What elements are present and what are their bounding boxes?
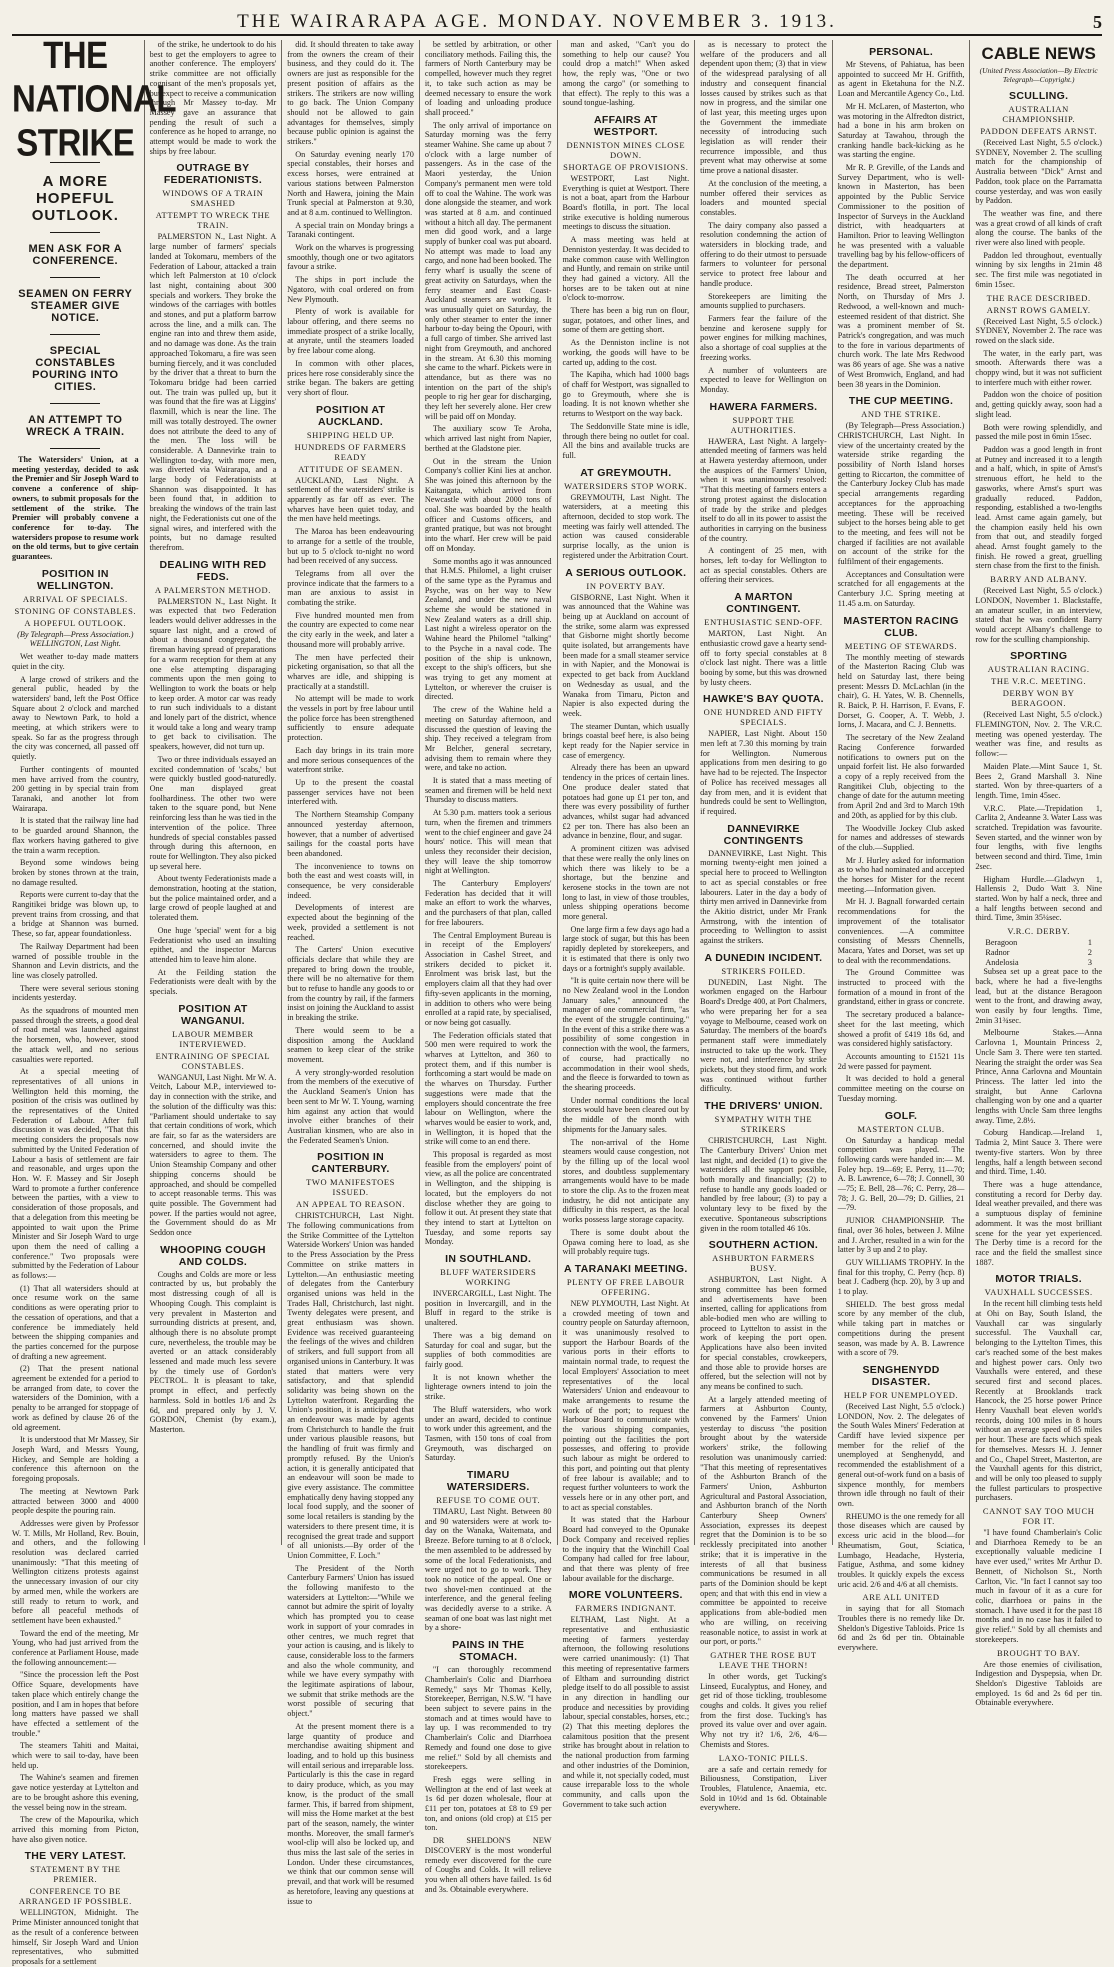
derby-result-row [975, 958, 1102, 968]
derby-horse: Andelosia [985, 957, 1019, 967]
subheading: VAUXHALL SUCCESSES. [984, 1287, 1093, 1298]
article-paragraph: There was a huge attendance, constituting a record for Derby day. Ideal weather prevailed, and there was a sumptuous display of feminine adornment. It was the most brilliant scene for the year yet experienced. The Derby time is a record for the race and the field the smallest since 1887. [975, 1179, 1102, 1267]
article-paragraph: of the strike, he undertook to do his best to get the employers to agree to another conference. The employers' strike committee are not officially cognisant of the men's proposals yet, but expect to receive a communication through Mr Massey to-day. Mr Massey gave an assurance that pending the result of such a conference as he hoped to arrange, no attempt would be made to work the ships by free labour. [149, 40, 277, 156]
article-paragraph: (2) That the present national agreement be extended for a period to be arranged from date, to cover the watersiders of the Dominion, with a penalty to be arranged for stoppage of work as defined by clause 26 of the old agreement. [12, 1364, 139, 1432]
article-paragraph: be settled by arbitration, or other conciliatory methods. Failing this, the farmers of North Canterbury may be compelled, however much they regret it, to take such action as may be deemed necessary to ensure the work of loading and unloading produce shall proceed." [424, 40, 552, 117]
column-4 [419, 40, 557, 1894]
subheading: ONE HUNDRED AND FIFTY SPECIALS. [703, 707, 824, 728]
article-paragraph: A prominent citizen was advised that these were really the only lines on which there was likely to be a shortage, but the benzine and kerosene stocks in the town are not long to last, in view of those troubles, unless shipping operations become more general. [562, 844, 690, 922]
article-paragraph: The secretary produced a balance-sheet for the last meeting, which showed a profit of £419 18s 6d, and was considered highly satisfactory. [837, 1010, 965, 1049]
subheading: AN APPEAL TO REASON. [295, 1199, 406, 1210]
article-paragraph: (Received Last Night, 5.5 o'clock.) LONDON, Nov. 2. The delegates of the South Wales Miners' Federation at Cardiff have levied sixpence per member for the relief of the unemployed at Senghenydd, and recommended the establishment of a general out-of-work fund on a basis of sixpence monthly, for members thrown idle through no fault of their own. [837, 1401, 965, 1508]
article-paragraph: There were several serious stoning incidents yesterday. [12, 983, 139, 1003]
article-paragraph: Up to the present the coastal passenger services have not been interfered with. [287, 778, 414, 807]
article-paragraph: There has been a big run on flour, sugar, potatoes, and other lines, and some of them are getting short. [562, 306, 690, 335]
article-paragraph: On Saturday evening nearly 170 special constables, their horses and excess horses, were entrained at various stations between Palmerston North and Hawera, joining the Main Trunk special at Palmerston at 9.30, and at 8 a.m. continued to Wellington. [287, 149, 414, 217]
divider [50, 448, 100, 449]
section-heading: HAWKE'S BAY QUOTA. [702, 693, 824, 706]
section-heading: THE DRIVERS' UNION. [704, 1100, 823, 1113]
section-heading: SENGHENYDD DISASTER. [862, 1363, 940, 1388]
subheading: TWO MANIFESTOES ISSUED. [306, 1177, 395, 1198]
article-paragraph: DANNEVIRKE, Last Night. This morning twenty-eight men joined a special here to proceed to Wellington to act as special constables or free labourers. Later in the day a body of thirty men arrived in Dannevirke from the Akitio district, under Mr Frank Armstrong, with the intention of proceeding to Wellington to assist against the strikers. [700, 848, 827, 946]
subheading: THE RACE DESCRIBED. [986, 292, 1091, 303]
subheading: SHIPPING HELD UP. [306, 429, 395, 440]
derby-result-row [975, 948, 1102, 958]
article-paragraph: The Seddonville State mine is idle, through there being no outlet for coal. All the bins and available trucks are full. [562, 421, 690, 460]
article-paragraph: NAPIER, Last Night. About 150 men left at 7.30 this morning by train for Wellington. Numerous applications from men desiring to go have had to be rejected. The Inspector of Police has received messages all day from men, and it is evident that hundreds could be sent to Wellington, if required. [700, 729, 827, 816]
subheading: HUNDREDS OF FARMERS READY [294, 441, 407, 462]
article-paragraph: NEW PLYMOUTH, Last Night. At a crowded meeting of town and country people on Saturday afternoon, it was unanimously resolved to support the Harbour Boards of the various ports in their efforts to maintain normal trade, to request the local Employers' Association to meet representatives of the local Watersiders' Union and endeavour to make arrangements to resume the work of the port; to request the Harbour Board to communicate with the various shipping companies, pointing out the facilities the port possesses, and offering to provide such labour as might be ordered to this port, and pointing out that plenty of free labour is available; and to request further volunteers to work the vessels here or in any other port, and to act as special constables. [562, 1298, 690, 1512]
section-heading: PERSONAL. [869, 46, 934, 58]
section-heading: DANNEVIRKE CONTINGENTS [723, 822, 804, 847]
section-heading: MASTERTON RACING CLUB. [843, 614, 959, 639]
article-paragraph: ELTHAM, Last Night. At a representative and enthusiastic meeting of farmers yesterday afternoon, the following resolutions were carried unanimously: (1) That this meeting of representative farmers of Eltham and surrounding district pledge itself to do all possible to assist in any direction in handling our produce and necessities by providing labour, special constables, horses, etc.; (2) That this meeting deplores the calamitous position that the present strike has brought about in relation to the national production from farming and other industries of the Dominion, and while it, not specially coded, must cause irreparable loss to the whole community, and calls upon the Government to take such action [562, 1615, 690, 1809]
article-paragraph: Paddon won the choice of position and, getting quickly away, soon had a slight lead. [975, 390, 1102, 419]
article-paragraph: It is understood that Mr Massey, Sir Joseph Ward, and Messrs Young, Hickey, and Semple are holding a conference this afternoon on the foregoing proposals. [12, 1435, 139, 1484]
deck-headline: SEAMEN ON FERRY STEAMER GIVE NOTICE. [18, 288, 133, 324]
article-paragraph: Wet weather to-day made matters quiet in the city. [12, 652, 139, 671]
article-paragraph: man and asked, "Can't you do something to help our cause? You could drop a match!" When asked how, the reply was, "One or two among the cargo" (or something to that effect). The reply to this was a sound tongue-lashing. [562, 40, 690, 108]
subheading: ENTHUSIASTIC SEND-OFF. [704, 617, 823, 628]
article-paragraph: Telegrams from all over the province indicate that the farmers to a man are anxious to assist in combating the strike. [287, 568, 414, 608]
article-paragraph: (Received Last Night, 5.5 o'clock.) SYDNEY, November 2. The sculling match for the championship of Australia between "Dick" Arnst and Paddon, took place on the Parramatta course yesterday, and was won easily by Paddon. [975, 138, 1102, 206]
article-paragraph: The Woodville Jockey Club asked for names and addresses of stewards of the club.—Supplied. [837, 823, 965, 852]
section-heading: THE VERY LATEST. [24, 1850, 127, 1863]
derby-horse: Beragoon [985, 938, 1018, 948]
article-paragraph: It is not known whether the lighterage owners intend to join the strike. [424, 1372, 552, 1402]
column-7 [832, 40, 970, 1653]
article-paragraph: Five hundred mounted men from the country are expected to come near the city early in the week, and later a thousand more will probably arrive. [287, 610, 414, 649]
column-8 [969, 40, 1102, 1708]
section-heading: POSITION AT AUCKLAND. [315, 403, 386, 428]
article-paragraph: The only arrival of importance on Saturday morning was the ferry steamer Wahine. She came up about 7 o'clock with a large number of passengers. As in the case of the Maori yesterday, the Union Company's permanent men were told off to coal the Wahine. The work was done alongside the steamer, and work was started at 8 a.m. and continued without a hitch all day. The permanent men did good work, and a large supply of bunker coal was put aboard. No attempt was made to load any cargo, and none had been booked. The ferry wharf is usually the scene of great activity on Saturdays, when the ferry steamer and East Coast-Auckland steamers are working. It was unusually quiet on Saturday, the only other steamer to enter the inner harbour to-day being the Opouri, with a full cargo of timber. She arrived last night from Greymouth, and anchored in the stream. At 6.30 this morning she came to the wharf. Pickets were in attendance, but as there was no intention on the part of the ship's people to rig her gear for discharging, they left her severely alone. Her crew will be paid off on Monday. [424, 120, 552, 421]
article-paragraph: On Saturday a handicap medal competition was played. The following cards were handed in:— M. Foley hcp. 19—69; E. Perry, 11—70; A. B. Lawrence, 6—78; J. Connell, 30—75; E. Bell, 28—76; C. Perry, 28—78; J. G. Bell, 20—79; D. Gillies, 21—79. [837, 1135, 965, 1213]
article-paragraph: The monthly meeting of stewards of the Masterton Racing Club was held on Saturday last, there being present: Messrs D. McLachlan (in the chair), G. H. Yates, W. B. Chennells, R. Baick, P. H. Harrison, F. Evans, F. Dorset, G. Cooper, A. T. Webb, J. Iorns, J. Macara, and C. J. Bennetts. [837, 652, 965, 730]
derby-horse: Radnor [985, 947, 1010, 957]
section-heading: A TARANAKI MEETING. [564, 1262, 688, 1275]
article-paragraph: There is some doubt about the Opawa coming here to load, as she will probably require tugs. [562, 1227, 690, 1257]
article-paragraph: As the Denniston incline is not working, the goods will have to be carted up, adding to the cost. [562, 338, 690, 367]
article-paragraph: "It is quite certain now there will be no New Zealand wool in the London January sales," announced the manager of one commercial firm, "as the event of the struggle continuing." In the event of this a strike there was a possibility of some congestion in connection with the wool, the farmers, of course, had practically no accommodation in their wool sheds, and the fleece is forwarded to town as the shearing proceeds. [562, 976, 690, 1092]
column-1 [12, 33, 177, 1966]
subheading: STRIKERS FOILED. [721, 965, 806, 976]
article-paragraph: Mr H. McLaren, of Masterton, who was motoring in the Alfredton district, had a bone in his arm broken on Saturday at Tawahou, through the cranking handle back-kicking as he was starting the engine. [837, 101, 965, 160]
article-paragraph: WELLINGTON, Midnight. The Prime Minister announced tonight that as the result of a conference between himself, Sir Joseph Ward and Union representatives, who submitted proposals for a settlement [12, 1908, 139, 1966]
subheading: BLUFF WATERSIDERS WORKING [440, 1267, 537, 1288]
column-3 [281, 40, 419, 1906]
article-paragraph: Melbourne Stakes.—Anna Carlovna 1, Mountain Princess 2, Uncle Sam 3. There were ten started. Nearing the straight the order was Sea Prince, Anna Carlovna and Mountain Princess. The latter led into the straight, but Anne Carlovna challenging won by one and a quarter lengths with Uncle Sam three lengths away. Time, 2.8½. [975, 1028, 1102, 1125]
subheading: THE V.R.C. MEETING. [991, 676, 1087, 687]
article-paragraph: Already there has been an upward tendency in the prices of certain lines. One produce dealer stated that potatoes had gone up £1 per ton, and there was every possibility of further advances, whilst sugar had advanced £2 per ton. There has also been an advance in benzine, flour, and sugar. [562, 763, 690, 841]
article-paragraph: Accounts amounting to £1521 11s 2d were passed for payment. [837, 1051, 965, 1071]
article-paragraph: Fresh eggs were selling in Wellington at the end of last week at 1s 6d per dozen wholesale, flour at £11 per ton, potatoes at £8 to £9 per ton, and onions (old crop) at £15 per ton. [424, 1774, 552, 1833]
section-heading: THE CUP MEETING. [848, 395, 954, 408]
article-paragraph: At the present moment there is a large quantity of produce and merchandise awaiting shipment and loading, and to hold up this business will entail serious and irreparable loss. Particularly is this the case in regard to dairy produce, which, as you may know, is the product of the small farmer. This, if barred from shipment, will miss the Home market at the best part of the season, namely, the winter months. Moreover, the small farmer's wool-clip will also be locked up, and thus miss the last sale of the series in London. Under these circumstances, we think that our common sense will prevail, and that work will be resumed as heretofore, leaving any questions at issue to [287, 1721, 414, 1906]
article-paragraph: Paddon was a good length in front at Putney and increased it to a length and a half, which, in spite of Arnst's strenuous effort, he held to the gasworks, where Arnst's spurt was gradually reduced. Paddon, responding, established a two-lengths lead. Arnst came again gamely, but the champion easily held his own from that out, and steadily forged ahead. Arnst fought gamely to the finish. He rowed a great, gruelling stern chase from the first to the finish. [975, 444, 1102, 571]
article-paragraph: "Since the procession left the Post Office Square, developments have taken place which entirely change the position, and I am in hopes that before long matters have passed we shall have effected a settlement of the trouble." [12, 1670, 139, 1738]
article-paragraph: Mr J. Hurley asked for information as to who had nominated and accepted the horses for Mister for the recent meeting.—Information given. [837, 855, 965, 894]
article-paragraph: The men have perfected their picketing organisation, so that all the wharves are idle, and shipping is practically at a standstill. [287, 652, 414, 691]
article-paragraph: The weather was fine, and there was a great crowd of all kinds of craft along the course. The banks of the river were also lined with people. [975, 208, 1102, 248]
deck-headline: MEN ASK FOR A CONFERENCE. [28, 243, 123, 267]
advertisement-heading: GATHER THE ROSE BUT LEAVE THE THORN! [710, 1649, 817, 1670]
article-paragraph: At 5.30 p.m. matters took a serious turn, when the firemen and trimmers went to the chief engineer and gave 24 hours' notice. This will mean that unless they reconsider their decision, they will leave the ship tomorrow night at Wellington. [424, 808, 552, 876]
article-paragraph: The non-arrival of the Home steamers would cause congestion, not by the filling up of the local wool stores, and doubtless supplementary arrangements would have to be made to store the clip. As to the frozen meat industry, he did not anticipate any difficulty in this respect, as the local works possess large storage capacity. [562, 1137, 690, 1225]
byline: (By Telegraph—Press Association.) WELLINGTON, Last Night. [17, 629, 134, 649]
column-6 [694, 40, 832, 1813]
article-paragraph: A special train on Monday brings a Taranaki contingent. [287, 220, 414, 240]
article-paragraph: Higham Hurdle.—Gladwyn 1, Hallensis 2, Dudo Watt 3. Nine started. Won by half a neck, three and a half lengths between second and third. Time, 3min 35¼sec. [975, 874, 1102, 923]
article-paragraph: Storekeepers are limiting the amounts supplied to purchasers. [700, 291, 827, 311]
section-heading: POSITION IN CANTERBURY. [311, 1151, 390, 1176]
subheading: PLENTY OF FREE LABOUR OFFERING. [566, 1276, 685, 1297]
article-paragraph: The steamer Duntan, which usually brings coastal beef here, is also being kept ready for the Napier service in case of emergency. [562, 721, 690, 760]
article-paragraph: Further contingents of mounted men have arrived from the country, 200 getting in by special train from Taranaki, and another lot from Wairarapa. [12, 764, 139, 813]
article-paragraph: It is stated that the railway line had to be guarded around Shannon, the flax workers having gathered to give the train a warm reception. [12, 816, 139, 855]
article-paragraph: GREYMOUTH, Last Night. The watersiders, at a meeting this afternoon, decided to stop work. The meeting was fairly well attended. The action was caused considerable surprise locally, as the union is registered under the Arbitration Court. [562, 492, 690, 560]
article-paragraph: Addresses were given by Professor W. T. Mills, Mr Holland, Rev. Bouin, and others, and the following resolution was declared carried unanimously: "That this meeting of Wellington citizens protests against the unnecessary invasion of our city by armed men, while the workers are still ready to return to work, and before all peaceful methods of settlement have been exhausted." [12, 1518, 139, 1625]
derby-result-table [975, 938, 1102, 967]
advertisement-text: "I have found Chamberlain's Colic and Diarrhoea Remedy to be an exceptionally valuable medicine I have ever used," writes Mr Arthur D. Bennett, of Nicholson St., North Carlton, Vic. "In fact I cannot say too much in favour of it as a cure for colic, diarrhoea or pains in the stomach. I have used it for the past 18 months and in no case has it failed to give relief." Sold by all chemists and storekeepers. [975, 1528, 1102, 1644]
article-paragraph: AUCKLAND, Last Night. A settlement of the watersiders' strike is apparently as far off as ever. The wharves have been quiet today, and the men have held meetings. [287, 475, 414, 524]
article-paragraph: PALMERSTON N., Last Night. It was expected that two Federation leaders would deliver addresses in the square last night, and a crowd of about a thousand congregated, the fireman having spread of preparations for a warm reception for them at any one else attempting disparaging comments upon the men going to Wellington to work the boats or help to keep order. A motor car was ready to run such individuals to a distant and lonely part of the district, whence it would take a long and weary tramp to get back to civilisation. The speakers, however, did not turn up. [149, 596, 277, 752]
section-heading: DEALING WITH RED FEDS. [159, 558, 267, 583]
article-paragraph: INVERCARGILL, Last Night. The position in Invercargill, and in the Bluff in regard to the strike is unaltered. [424, 1289, 552, 1328]
article-paragraph: Toward the end of the meeting, Mr Young, who had just arrived from the conference at Parliament House, made the following announcement:— [12, 1628, 139, 1667]
main-headline: THE NATIONAL STRIKE [12, 33, 177, 164]
article-paragraph: (Received Last Night, 5.5 o'clock.) LONDON, November 1. Blackstaffe, an amateur sculler, in an interview, stated that he was confident Barry would accept Albany's challenge to row for the sculling championship. [975, 586, 1102, 644]
subheading: AND THE STRIKE. [861, 409, 942, 420]
article-paragraph: Acceptances and Consultation were scratched for all engagements at the Canterbury J.C. Spring meeting at 11.45 a.m. on Saturday. [837, 569, 965, 608]
article-paragraph: Farmers fear the failure of the benzine and kerosene supply for power engines for milking machines, also a shortage of coal supplies at the freezing works. [700, 313, 827, 362]
article-paragraph: A contingent of 25 men, with horses, left to-day for Wellington to act as special constables. Others are offering their services. [700, 546, 827, 585]
divider [50, 334, 100, 335]
article-paragraph: At a special meeting of representatives of all unions in Wellington held this morning, the position of the crisis was outlined by the representatives of the United Federation of Labour. After full discussion it was decided, "That this meeting considers the proposals now submitted by the United Federation of Labour a basis of settlement are fair and reasonable, and urges upon the Hon. W. F. Massey and Sir Joseph Ward to promote a further conference between the parties, with a view to consideration of those proposals, and that a delegation from this meeting be appointed to wait upon the Prime Minister and Sir Joseph Ward to urge upon them the need of calling a conference." Two proposals were submitted by the Federation of Labour as follows:— [12, 1067, 139, 1281]
article-paragraph: The auxiliary scow Te Aroha, which arrived last night from Napier, berthed at the Gladstone pier. [424, 424, 552, 453]
article-paragraph: The Ground Committee was instructed to proceed with the formation of a mound in front of the grandstand, either in grass or concrete. [837, 968, 965, 1007]
article-paragraph: DUNEDIN, Last Night. The workmen engaged on the Harbour Board's Dredge 400, at Port Chalmers, who were preparing her for a sea voyage to Melbourne, ceased work on Saturday. The members of the board's permanent staff were immediately instructed to take up the work. They were not, and interference by strike pickets, but they stood firm, and work was continued without further difficulty. [700, 977, 827, 1094]
article-paragraph: As the squadrons of mounted men passed through the streets, a good deal of road metal was launched against the horsemen, who, however, stood the attack well, and no serious casualties were reported. [12, 1006, 139, 1064]
section-heading: TIMARU WATERSIDERS. [446, 1469, 530, 1494]
subheading: V.R.C. DERBY. [1007, 926, 1070, 937]
article-paragraph: (By Telegraph—Press Association.) CHRISTCHURCH, Last Night. In view of the uncertainty created by the waterside strike regarding the possibility of North Island horses getting to Riccarton, the committee of the Canterbury Jockey Club has made special arrangements regarding acceptances for the approaching meeting. These will be received subject to the horses being able to get to the meeting, and fees will not be charged if facilities are not available on account of the strike for the fulfilment of their engagements. [837, 421, 965, 567]
deck-headline: AN ATTEMPT TO WRECK A TRAIN. [26, 414, 125, 438]
subheading: STATEMENT BY THE PREMIER. [30, 1864, 121, 1885]
article-paragraph: CHRISTCHURCH, Last Night. The following communications from the Strike Committee of the Lyttelton Waterside Workers' Union was handed to the Press Association by the Press Committee on strike matters in Lyttelton.—An enthusiastic meeting of delegates from the Canterbury organised unions was held in the Trades Hall, Christchurch, last night. Twenty delegates were present, and great enthusiasm was shown. Evidence was received guaranteeing the feelings of the wives and children of strikers, and full support from all organised unions in Canterbury. It was stated that matters were very satisfactory, and that splendid solidarity was being shown on the Lyttelton waterfront. Regarding the Union's position, it is anticipated that an endeavour was made by agents from Christchurch to handle the fruit under various plausible reasons, but the handling of fruit was firmly and promptly refused. By the Union's action, it is generally anticipated that an endeavour will soon be made to give every assistance. The committee emphatically deny having stopped any local food supply, and the sooner of some local retailers is standing by the watersiders to there present time, it is recognised the great trade and support of all unionists.—By order of the Union Committee, F. Loch." [287, 1211, 414, 1560]
article-paragraph: TIMARU, Last Night. Between 80 and 90 watersiders were at work to-day on the Wanaka, Waitemata, and Breeze. Before turning to at 8 o'clock, the men assembled to be addressed by some of the local Federationists, and were urged not to go to work. They took no notice of the appeal. One or two shovel-men continued at the interference, and the general feeling was decidedly averse to a strike. A seaman of one boat was last night met by a shore- [424, 1507, 552, 1633]
article-paragraph: Out in the stream the Union Company's collier Kini lies at anchor. She was joined this afternoon by the Kaitangata, which arrived from Newcastle with about 2000 tons of coal. She was boarded by the health officer and Customs officers, and granted pratique, but was not brought into the wharf. Her crew will be paid off on Monday. [424, 456, 552, 553]
article-paragraph: JUNIOR CHAMPIONSHIP. The final, over 36 holes, between J. Milne and J. Archer, resulted in a win for the latter by 3 up and 2 to play. [837, 1216, 965, 1255]
article-paragraph: A very strongly-worded resolution from the members of the executive of the Auckland Seamen's Union has been sent to Mr W. T. Young, warning him against any action that would involve either branches of their Australian kinsmen, who are also in the Federated Seamen's Union. [287, 1067, 414, 1145]
advertisement-text: DR SHELDON'S NEW DISCOVERY is the most wonderful remedy ever discovered for the cure of Coughs and Colds. It will relieve you when all others have failed. 1s 6d and 3s. Obtainable everywhere. [424, 1836, 552, 1894]
article-paragraph: At the Feilding station the Federationists were dealt with by the specials. [149, 967, 277, 997]
section-heading: SOUTHERN ACTION. [708, 1239, 819, 1252]
column-2 [144, 40, 282, 1545]
article-paragraph: Each day brings in its train more and more serious consequences of the waterfront strike. [287, 745, 414, 775]
section-heading: SCULLING. [1009, 90, 1069, 102]
subheading: SUPPORT THE AUTHORITIES. [730, 414, 797, 435]
columns [12, 33, 1102, 1966]
article-paragraph: Two or three individuals essayed an excited condemnation of 'scabs,' but were quickly bustled good-naturedly. One man displayed great foolhardiness. The other two were taken to the square pond, but Nene reinforcing less than he was tied in the intervention of the police. Three hundreds of special constables passed through during this afternoon, en route for Wellington. They also picked up several here. [149, 754, 277, 871]
section-heading: OUTRAGE BY FEDERATIONISTS. [163, 162, 263, 187]
subheading: LABOUR MEMBER INTERVIEWED. [172, 1028, 254, 1049]
section-heading: POSITION IN WELLINGTON. [37, 567, 114, 592]
subheading: A PALMERSTON METHOD. [154, 584, 272, 595]
section-heading: AT GREYMOUTH. [580, 466, 672, 479]
article-paragraph: About twenty Federationists made a demonstration, hooting at the station, but the police maintained order, and a large crowd of people laughed at and tolerated them. [149, 874, 277, 923]
derby-place: 3 [1087, 957, 1092, 967]
subheading: HELP FOR UNEMPLOYED. [843, 1389, 959, 1400]
divider [50, 277, 100, 278]
advertisement-text: In other words, get Tucking's Linseed, Eucalyptus, and Honey, and get rid of those tickling, troublesome coughs and colds. It gives you relief from the first dose. Tucking's has proved its value over and over again. Why not try it? 1/6, 2/6, 4/6—Chemists and Stores. [700, 1671, 827, 1749]
article-paragraph: (Received Last Night, 5.5 o'clock.) FLEMINGTON, Nov. 2. The V.R.C. meeting was opened yesterday. The weather was fine, and results as follow:— [975, 710, 1102, 759]
article-paragraph: HAWERA, Last Night. A largely-attended meeting of farmers was held at Hawera yesterday afternoon, under the auspices of the Farmers' Union, when it was unanimously resolved: "That this meeting of farmers enters a strong protest against the dislocation of trade by the strike and pledges itself to do all in its power to assist the authorities in carrying on the business of the country. [700, 436, 827, 543]
section-heading: POSITION AT WANGANUI. [178, 1002, 248, 1027]
subheading: WINDOWS OF A TRAIN SMASHED [162, 188, 264, 209]
article-paragraph: One large firm a few days ago had a large stock of sugar, but this has been rapidly depleted by storekeepers, and it is estimated that there is only two days or a fortnight's supply available. [562, 924, 690, 973]
article-paragraph: Coburg Handicap.—Ireland 1, Tadmia 2, Mint Sauce 3. There were twenty-five starters. Won by three lengths, half a length between second and third. Time, 1.40. [975, 1128, 1102, 1177]
article-paragraph: The meeting at Newtown Park attracted between 3000 and 4000 people despite the pouring rain. [12, 1486, 139, 1516]
subheading: ATTEMPT TO WRECK THE TRAIN. [155, 210, 271, 231]
advertisement-heading: LAXO-TONIC PILLS. [718, 1752, 809, 1763]
section-heading: MORE VOLUNTEERS. [568, 1589, 683, 1602]
subheading: DENNISTON MINES CLOSE DOWN. [566, 139, 686, 160]
section-heading: GOLF. [884, 1109, 918, 1122]
subheading: CONFERENCE TO BE ARRANGED IF POSSIBLE. [18, 1886, 132, 1907]
article-paragraph: (Received Last Night, 5.5 o'clock.) SYDNEY, November 2. The race was rowed on the slack side. [975, 316, 1102, 345]
article-paragraph: One huge 'special' went for a big Federationist who used an insulting epithet, and the inspector Marcus attended him to leave him alone. [149, 925, 277, 964]
article-paragraph: The Railway Department had been warned of possible trouble in the Shannon and Levin districts, and the line was closely patrolled. [12, 941, 139, 980]
advertisement-text: Coughs and Colds are more or less contracted by us, but probably the most distressing cough of all is Whooping Cough. This complaint is very prevalent in Masterton and surrounding districts at present, and, although there is no absolute prompt cure, nevertheless, the trouble may be averted or an attack considerably lessened and made much less severe by the timely use of Gordon's PECTROL. It is pleasant to take, prompt in effect, and perfectly harmless. Sold in bottles 1/6 and 2s 6d, and prepared only by J. V. GORDON, Chemist (by exam.), Masterton. [149, 1269, 277, 1434]
page-number: 5 [1093, 11, 1102, 32]
subheading: WATERSIDERS STOP WORK. [564, 480, 688, 491]
article-paragraph: WESTPORT, Last Night. Everything is quiet at Westport. There is not a boat, apart from the Harbour Board's flotilla, in port. The local strike executive is holding numerous meetings to discuss the situation. [562, 173, 690, 232]
derby-place: 2 [1087, 947, 1092, 957]
subheading: FARMERS INDIGNANT. [575, 1603, 677, 1614]
article-paragraph: GISBORNE, Last Night. When it was announced that the Wahine was being up at Auckland on account of the strike, some alarm was expressed that Gisborne might shortly become quite isolated, but arrangements have been made for a small steamer service in with Napier, and the Monowai is expected to get back from Auckland on Wednesday as usual, and the Wanaka from Timaru, Picton and Napier is also expected during the week. [562, 592, 690, 718]
section-heading: PAINS IN THE STOMACH. [452, 1639, 525, 1664]
section-heading: A DUNEDIN INCIDENT. [704, 951, 823, 964]
article-paragraph: The steamers Tahiti and Maitai, which were to sail to-day, have been held up. [12, 1741, 139, 1770]
article-paragraph: There was a big demand on Saturday for coal and sugar, but the supplies of both commodities are fairly good. [424, 1330, 552, 1369]
article-paragraph: The ships in port include the Ngatoro, with coal ordered on from New Plymouth. [287, 275, 414, 304]
divider [50, 403, 100, 404]
article-paragraph: Paddon led throughout, eventually winning by six lengths in 21min 48 sec. The first mile was negotiated in 6min 15sec. [975, 250, 1102, 289]
article-paragraph: This proposal is regarded as most feasible from the employers' point of view, as all the police are concentrated in Wellington, and the shipping is located, but the employers do not disclose whether they are going to follow it out. At present they state that they intend to start at Lyttelton on Tuesday, and some reports say Monday. [424, 1150, 552, 1247]
article-paragraph: V.R.C. Plate.—Trepidation 1, Carlita 2, Andeanne 3. Water Lass was scratched. Trepidation was favourite. Seven started, and the winner won by four lengths, with five lengths between second and third. Time, 1min 2sec. [975, 803, 1102, 871]
article-paragraph: PALMERSTON N., Last Night. A large number of farmers' specials landed at Tokomaru, members of the Federation of Labour, attacked a train which left Palmerston at 10 o'clock last night, containing about 300 specials and workers. They broke the windows of the carriages with bottles and stones, and put a platform barrow across the line, and a milk can. The engine ran into and threw them aside, and no damage was done. As the train approached Tokomaru, a fire was seen burning fiercely, and it was concluded by the driver that a threat to burn the Tokomaru bridge had been carried out. The train was pulled up, but it was found that the fire was at Liggins' flaxmill, which is near the line. The mill was totally destroyed. The owner does not attribute the deed to any of the men. The loss will be considerable. A Dannevirke train to Wellington to-day, with more men, was diverted via Wairarapa, and a large body of Federationists at Shannon was disappointed. It has been found that, in addition to breaking the windows of the train last night, the Federationists cut one of the signal wires, and interfered with the points, but no damage resulted therefrom. [149, 232, 277, 552]
article-paragraph: Plenty of work is available for labour offering, and there seems no immediate prospect of a strike locally, at anyrate, until the steamers loaded by free labour come along. [287, 307, 414, 356]
advertisement-text: are a safe and certain remedy for Biliousness, Constipation, Liver Troubles, Flatulence, Anaemia, etc. Sold in 10½d and 1s 6d. Obtainable everywhere. [700, 1764, 827, 1813]
subheading: ATTITUDE OF SEAMEN. [298, 463, 403, 474]
section-heading: WHOOPING COUGH AND COLDS. [160, 1243, 266, 1268]
article-paragraph: It was stated that the Harbour Board had conveyed to the Opunake Dock Company and received replies to the inquiry that the Winchill Coal Company had called for free labour, and that there was plenty of free labour available for the discharge. [562, 1515, 690, 1583]
section-heading: HAWERA FARMERS. [709, 400, 818, 413]
article-paragraph: At the conclusion of the meeting, a number offered their services as loaders and mounted special constables. [700, 178, 827, 217]
section-heading: SPORTING [1010, 650, 1068, 663]
article-paragraph: WANGANUI, Last Night. Mr W. A. Veitch, Labour M.P., interviewed to-day in connection with the strike, and the solution of the difficulty was this: "Parliament should undertake to say that certain conditions of work, which are fair, so far as the watersiders are concerned, and should invite the watersiders to agree to them. The Union Steamship Company and other shipping concerns should be approached, and should be compelled to accept reasonable terms. This was quite possible. The Government had power. If the parties would not agree, the Government should do as Mr Seddon once [149, 1072, 277, 1238]
article-paragraph: The death occurred at her residence, Bread street, Palmerston North, on Thursday of Mrs J. Redwood, a well-known and much-esteemed resident of that district. She was a prominent member of St. Patrick's congregation, and was much to the fore in various departments of church work. The late Mrs Redwood was 86 years of age. She was a native of West Bromwich, England, and had been 38 years in the Dominion. [837, 272, 965, 389]
subheading: ENTRAINING OF SPECIAL CONSTABLES. [155, 1050, 271, 1071]
article-paragraph: It is stated that a mass meeting of seamen and firemen will be held next Thursday to discuss matters. [424, 776, 552, 805]
subheading: SHORTAGE OF PROVISIONS. [563, 161, 689, 172]
advertisement-heading: CANNOT SAY TOO MUCH FOR IT. [982, 1506, 1095, 1527]
article-paragraph: The water, in the early part, was smooth. Afterwards there was a choppy wind, but it was not sufficient to interfere much with either rower. [975, 348, 1102, 387]
article-paragraph: It was decided to hold a general committee meeting on the course on Tuesday morning. [837, 1074, 965, 1103]
deck-headline: SPECIAL CONSTABLES POURING INTO CITIES. [32, 345, 119, 393]
article-paragraph: as is necessary to protect the welfare of the producers and all dependent upon them; (3) that in view of the widespread paralysing of all industry and consequent financial losses caused by strikes such as that now in progress, and the similar one of last year, this meeting urges upon the Government the immediate necessity of introducing such legislation as will render their recurrence impossible, and thus prevent what may otherwise at some time prove a national disaster. [700, 40, 827, 176]
deck-headline: A MORE HOPEFUL OUTLOOK. [31, 173, 119, 224]
article-paragraph: Mr R. P. Greville, of the Lands and Survey Department, who is well-known in Masterton, has been appointed by the Public Service Commissioner to the position of Inspector of Surveys in the Auckland district, with headquarters at Hamilton. Prior to leaving Wellington he was presented with a valuable travelling bag by his fellow-officers of the department. [837, 163, 965, 270]
article-paragraph: The dairy company also passed a resolution condemning the action of watersiders in blocking trade, and offering to do their utmost to persuade farmers to volunteer for personal service to protect free labour and handle produce. [700, 220, 827, 288]
article-paragraph: A number of volunteers are expected to leave for Wellington on Monday. [700, 365, 827, 394]
article-paragraph: A mass meeting was held at Denniston yesterday. It was decided to make common cause with Wellington and Huntly, and remain on strike until they had gained a victory. All the horses are to be taken out at nine o'clock to-morrow. [562, 235, 690, 303]
article-paragraph: Reports were current to-day that the Rangitikei bridge was blown up, to prevent trains from crossing, and that a bridge at Shannon was burned. These, so far, appear foundationless. [12, 890, 139, 939]
article-paragraph: At a largely attended meeting of farmers at Ashburton County, convened by the Farmers' Union yesterday to discuss "the position brought about by the waterside workers' strike, the following resolution was unanimously carried: "That this meeting of representatives of the Ashburton Branch of the Farmers' Union, Ashburton Agricultural and Pastoral Association, and Ashburton branch of the North Canterbury Sheep Owners' Association, expresses its deepest regret that the Dominion is to be so recklessly precipitated into another strike; that it is imperative in the interests of all that business communications be resumed in all parts of the Dominion should be kept open; and that with this end in view a committee be appointed to receive applications from able-bodied men who are willing, on receiving reasonable notice, to assist in work at our port, or ports." [700, 1394, 827, 1647]
article-paragraph: Some months ago it was announced that H.M.S. Philomel, a light cruiser of the same type as the Pyramus and Psyche, was on her way to New Zealand, and under the new naval scheme she would be stationed in New Zealand waters as a drill ship. Last night a wireless operator on the Wahine heard the Philomel "talking" to the Psyche in a naval code. The position of the ship is unknown, except to the ship's officers, but she was trying to get any moment at Lyttelton, or wherever the cruiser is directed. [424, 556, 552, 702]
article-paragraph: ASHBURTON, Last Night. A strong committee has been formed and advertisements have been inserted, calling for applications from able-bodied men who are willing to proceed to Lyttelton to assist in the work of keeping the port open. Applications have also been invited for special constables, crowkeepers, and those able to provide horses are offered, but the selection will not by any means be confined to such. [700, 1275, 827, 1391]
subheading: DERBY WON BY BERAGOON. [1002, 688, 1075, 709]
cable-news-title: CABLE NEWS [981, 44, 1096, 63]
section-heading: A SERIOUS OUTLOOK. [565, 566, 687, 579]
subheading: ASHBURTON FARMERS BUSY. [712, 1253, 815, 1274]
advertisement-heading: ARE ALL UNITED [862, 1592, 940, 1603]
article-paragraph: In common with other places, prices here rose considerably since the strike began. The bakers are getting very short of flour. [287, 358, 414, 397]
subheading: PADDON DEFEATS ARNST. [980, 126, 1098, 136]
article-paragraph: The secretary of the New Zealand Racing Conference forwarded notifications to owners put on the unpaid forfeit list. He also forwarded a copy of a reply received from the Rangitikei Club, objecting to the change of date for the autumn meeting from April 2nd and 3rd to March 19th and 20th, as applied for by this club. [837, 733, 965, 820]
subheading: MEETING OF STEWARDS. [844, 640, 958, 651]
article-paragraph: Both were rowing splendidly, and passed the mile post in 6min 15sec. [975, 422, 1102, 442]
advertisement-text: Are those enemies of civilisation, Indigestion and Dyspepsia, when Dr. Sheldon's Digestive Tabloids are employed. 1s 6d and 2s 6d per tin. Obtainable everywhere. [975, 1659, 1102, 1708]
article-paragraph: The Bluff watersiders, who work under an award, decided to continue to work under this agreement, and the Tasmen, with 150 tons of coal from Greymouth, was discharged on Saturday. [424, 1404, 552, 1463]
article-paragraph: A large crowd of strikers and the general public, headed by the watersiders' band, left the Post Office Square about 2 o'clock and marched away to Newtown Park, to hold a meeting, at which strikers were to speak. So far as the progress through the city was concerned, all passed off quietly. [12, 674, 139, 762]
article-paragraph: The crew of the Wahine held a meeting on Saturday afternoon, and discussed the question of leaving the ship. They received a telegram from Mr Belcher, general secretary, advising them to remain where they were, and take no action. [424, 705, 552, 773]
derby-place: 1 [1087, 938, 1092, 948]
article-paragraph: CHRISTCHURCH, Last Night. The Canterbury Drivers' Union met last night, and decided (1) to give the watersiders all the support possible, both morally and financially; (2) to refuse to handle any goods loaded or handled by free labour; (3) to pay a voluntary levy to be fixed by the executive. Spontaneous subscriptions given in the room totalled 46 10s. [700, 1136, 827, 1233]
article-paragraph: Mr Stevens, of Pahiatua, has been appointed to succeed Mr H. Griffith, as agent in Eketahuna for the N.Z. Loan and Mercantile Agency Co., Ltd. [837, 60, 965, 99]
subheading: STONING OF CONSTABLES. [14, 605, 137, 616]
article-paragraph: The Maroa has been endeavouring to arrange for a settle of the trouble, but up to 5 o'clock to-night no word had been received of any success. [287, 527, 414, 566]
section-heading: AFFAIRS AT WESTPORT. [593, 113, 658, 138]
article-paragraph: MARTON, Last Night. An enthusiastic crowd gave a hearty send-off to forty special constables at 8 o'clock last night. There was a little booing by some, but this was drowned by lusty cheers. [700, 629, 827, 687]
section-heading: MOTOR TRIALS. [995, 1273, 1082, 1286]
subheading: IN POVERTY BAY. [586, 580, 666, 591]
subheading: REFUSE TO COME OUT. [436, 1495, 541, 1506]
masthead [12, 10, 1102, 36]
article-paragraph: The inconvenience to towns on both the east and west coasts will, in consequence, be very considerable indeed. [287, 861, 414, 900]
subheading: SYMPATHY WITH THE STRIKERS [714, 1114, 813, 1135]
lead-paragraph: The Watersiders' Union, at a meeting yesterday, decided to ask the Premier and Sir Joseph Ward to convene a conference of ship-owners, to submit proposals for the settlement of the strike. The Premier will probably convene a conference for to-day. The watersiders propose to resume work on the old terms, but to give certain guarantees. [12, 455, 139, 562]
subheading: MASTERTON CLUB. [857, 1123, 945, 1134]
article-paragraph: Work on the wharves is progressing smoothly, though one or two agitators favour a strike. [287, 243, 414, 272]
article-paragraph: The Carters' Union executive officials declare that while they are prepared to bring down the trouble, there will be no alternative for them but to refuse to handle any goods to or from the country by rail, if the farmers insist on joining the Auckland to assist in breaking the strike. [287, 945, 414, 1023]
advertisement-text: RHEUMO is the one remedy for all those diseases which are caused by excess uric acid in the blood—for Rheumatism, Gout, Sciatica, Lumbago, Headache, Hysteria, Fatigue, Asthma, and some kidney troubles. It quickly expels the excess uric acid. 2/6 and 4/6 at all chemists. [837, 1511, 965, 1589]
article-paragraph: The Central Employment Bureau is in receipt of the Employers' Association in Cashel Street, and strikers decided to picket it. Enrolment was brisk last, but the employers claim all that they had over fifty-seven applicants in the morning, in addition to others who were being enrolled at a rapid rate, by specialised, or now being got casually. [424, 930, 552, 1027]
article-paragraph: Under normal conditions the local stores would have been cleared out by the middle of the month with shipments for the January sales. [562, 1095, 690, 1134]
article-paragraph: In the recent hill climbing tests held at Ohi on Bay, South Island, the Vauxhall car was singularly successful. The Vauxhall car, belonging to the Lyttelton Times, this car's reached some of the best makes and highest power cars. Only two Vauxhalls were entered, and these secured first and second places. Recently at Brooklands track Hancock, the 25 horse power Prince Henry Vauxhall beat eleven world's records, doing 100 miles in 8 hours without an average speed of 85 miles per hour. These are facts which speak for themselves. Messrs H. J. Jenner and Co., Chapel Street, Masterton, are the Vauxhall agents for this district, and will be only too pleased to supply the fullest particulars to prospective purchasers. [975, 1299, 1102, 1503]
article-paragraph: Beyond some windows being broken by stones thrown at the train, no damage resulted. [12, 858, 139, 887]
subheading: A HOPEFUL OUTLOOK. [24, 617, 127, 628]
subheading: AUSTRALIAN CHAMPIONSHIP. [1002, 104, 1076, 124]
subheading: AUSTRALIAN RACING. [987, 664, 1090, 675]
article-paragraph: The President of the North Canterbury Farmers' Union has issued the following manifesto to the watersiders at Lyttelton:—"While we cannot but admire the spirit of loyalty which has prompted you to cease work in support of your comrades in other centres, we much regret that your action is causing, and is likely to cause, considerable loss to the farmers and also the whole community, and while we have every sympathy with the legitimate aspirations of labour, we submit that strike methods are the worst possible of securing that object." [287, 1563, 414, 1719]
article-paragraph: GUY WILLIAMS TROPHY. In the final for this trophy, C. Perry (hcp. 8) beat J. Cadberg (hcp. 20), by 3 up and 1 to play. [837, 1257, 965, 1297]
section-heading: A MARTON CONTINGENT. [726, 591, 801, 616]
article-paragraph: did. It should threaten to take away from the owners the cream of their business, and they could do it. The owners are just as responsible for the present position of affairs as the strikers. The strikers are now willing to go back. The Union Company should not be allowed to gain advantages for themselves, simply because public opinion is against the strikers." [287, 40, 414, 147]
article-paragraph: (1) That all watersiders should at once resume work on the same conditions as were operating prior to the cessation of operations, and that a conference be immediately held between the shipping companies and the parties concerned for the purpose of drafting a new agreement. [12, 1283, 139, 1361]
article-paragraph: Mr H. J. Bagnall forwarded certain recommendations for the improvement of the totalisator conveniences. —A committee consisting of Messrs Chennells, Macara, Yates and Dorset, was set up to deal with the recommendations. [837, 897, 965, 965]
advertisement-heading: BROUGHT TO BAY. [996, 1647, 1081, 1658]
subheading: ARRIVAL OF SPECIALS. [22, 593, 128, 604]
article-paragraph: There would seem to be a disposition among the Auckland seamen to keep clear of the strike movement. [287, 1025, 414, 1064]
article-paragraph: Subsea set up a great pace to the back, where he had a five-lengths lead, but at the distance Beragoon went to the front, and drawing away, won easily by four lengths. Time, 2min 31¾sec. [975, 967, 1102, 1025]
article-paragraph: The Canterbury Employers' Federation has decided that it will make an effort to work the wharves, and the purchasers of that plan, called for free labourers. [424, 879, 552, 927]
subheading: BARRY AND ALBANY. [990, 574, 1088, 585]
advertisement-text: "I can thoroughly recommend Chamberlain's Colic and Diarrhoea Remedy," says Mr Thomas Kelly, Storekeeper, Berrigan, N.S.W. "I have been subject to severe pains in the stomach and at times would have to lay up. I was recommended to try Chamberlain's Colic and Diarrhoea Remedy and found one dose to give me relief." Sold by all chemists and storekeepers. [424, 1665, 552, 1772]
article-paragraph: The Kapiha, which had 1000 bags of chaff for Westport, was signalled to go to Greymouth, where she is loading. It is not known whether she returns to Westport on the way back. [562, 370, 690, 419]
section-heading: IN SOUTHLAND. [445, 1253, 532, 1266]
article-paragraph: SHIELD. The best gross medal score by any member of the club, while taking part in matches or competitions during the present season, was made by A. B. Lawrence with a score of 79. [837, 1299, 965, 1358]
cable-news-subtitle: (United Press Association—By Electric Telegraph—Copyright.) [979, 66, 1098, 84]
derby-result-row [975, 938, 1102, 948]
article-paragraph: No attempt will be made to work the vessels in port by free labour until the police force has been strengthened sufficiently to ensure adequate protection. [287, 694, 414, 743]
article-paragraph: The Wahine's seamen and firemen gave notice yesterday at Lyttelton and are to be brought ashore this evening, the vessel being now in the stream. [12, 1773, 139, 1812]
subheading: ARNST ROWS GAMELY. [986, 304, 1091, 315]
article-paragraph: The Federation officials stated that 500 men were required to work the wharves at Lyttelton, and 360 to protect them, and if this number is forthcoming a start would be made on the wharves on Thursday. Further suggestions were made that the employers should concentrate the free labour on Wellington, where the wharves would be easier to work, and, in Wellington, it is hoped that the strike will come to an end there. [424, 1030, 552, 1147]
advertisement-text: in saying that for all Stomach Troubles there is no remedy like Dr. Sheldon's Digestive Tabloids. Price 1s 6d and 2s 6d per tin. Obtainable everywhere. [837, 1604, 965, 1653]
masthead-title: THE WAIRARAPA AGE. MONDAY. NOVEMBER 3. 1913. [237, 11, 837, 32]
column-5 [557, 40, 695, 1809]
divider [50, 232, 100, 233]
article-paragraph: Developments of interest are expected about the beginning of the week, provided a settlement is not reached. [287, 903, 414, 942]
article-paragraph: The Northern Steamship Company announced yesterday afternoon, however, that a number of advertised sailings for the coastal ports have been abandoned. [287, 810, 414, 858]
article-paragraph: The crew of the Mapourika, which arrived this morning from Picton, have also given notice. [12, 1815, 139, 1844]
article-paragraph: Maiden Plate.—Mint Sauce 1, St. Bees 2, Grand Marshall 3. Nine started. Won by three-quarters of a length. Time, 1min 45sec. [975, 761, 1102, 800]
